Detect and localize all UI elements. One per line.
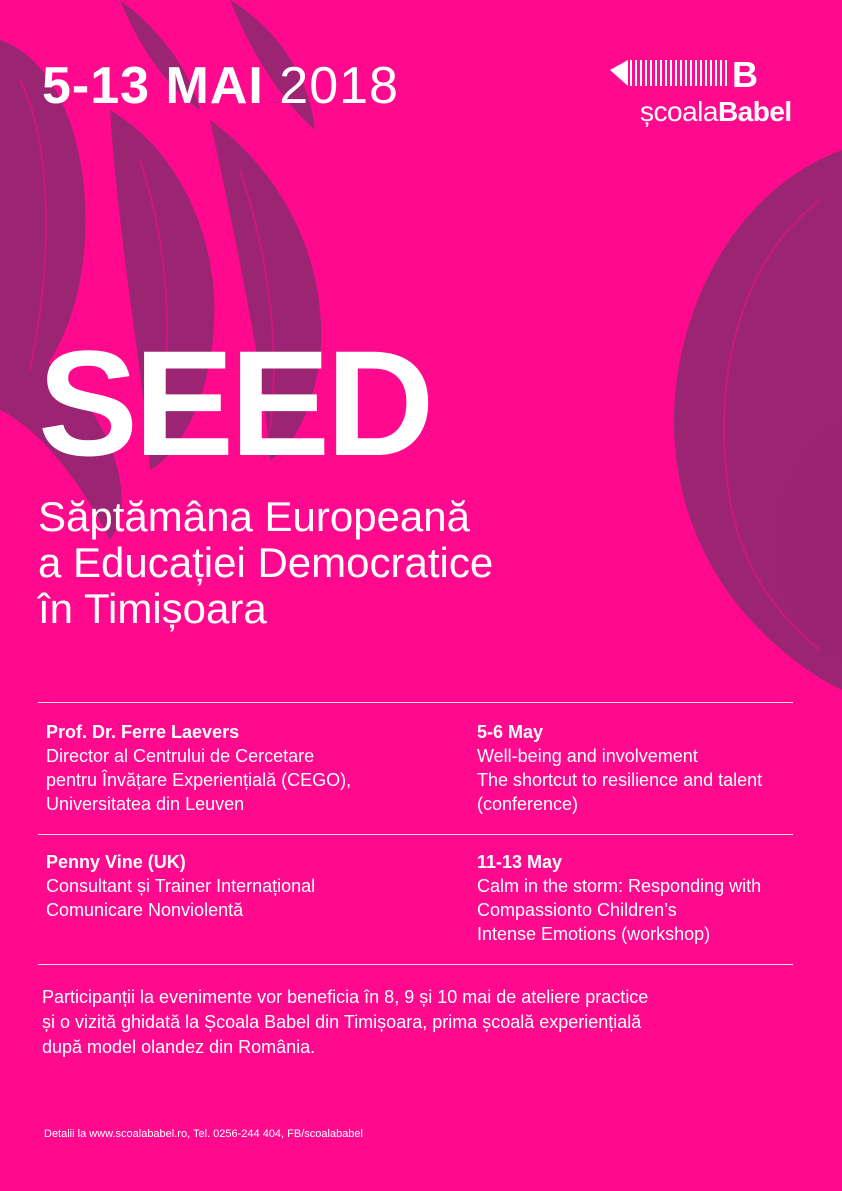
session-detail: Well-being and involvement — [477, 746, 698, 766]
divider — [38, 834, 793, 835]
session-detail: Calm in the storm: Responding with — [477, 876, 762, 896]
divider — [38, 964, 793, 965]
note-line: Participanții la evenimente vor beneficia în 8, 9 și 10 mai de ateliere practice — [42, 987, 649, 1007]
speaker-name: Prof. Dr. Ferre Laevers — [46, 722, 240, 742]
divider — [38, 702, 793, 703]
subtitle-line: în Timișoara — [38, 585, 267, 632]
speaker-name: Penny Vine (UK) — [46, 852, 186, 872]
subtitle-line: a Educației Democratice — [38, 539, 494, 586]
session-date: 11-13 May — [477, 852, 563, 872]
session-detail: The shortcut to resilience and talent — [477, 770, 763, 790]
speaker-detail: Universitatea din Leuven — [46, 794, 245, 814]
speaker-detail: Consultant și Trainer Internațional — [46, 876, 316, 896]
event-acronym: SEED — [38, 319, 431, 487]
session-block-1 — [477, 720, 762, 816]
logo-monogram: B — [732, 54, 758, 95]
note-line: și o vizită ghidată la Școala Babel din Timișoara, prima școală experiențială — [42, 1012, 642, 1032]
session-block-2 — [477, 850, 761, 946]
logo-wordmark — [640, 96, 792, 128]
note-line: după model olandez din România. — [42, 1037, 316, 1057]
logo-wordmark-bold: Babel — [717, 96, 792, 127]
event-dates — [42, 57, 399, 115]
speaker-block-1 — [46, 720, 351, 816]
speaker-block-2 — [46, 850, 315, 922]
contact-footer: Detalii la www.scoalababel.ro, Tel. 0256-244 404, FB/scoalababel — [44, 1128, 363, 1140]
speaker-detail: Comunicare Nonviolentă — [46, 900, 244, 920]
participants-note — [42, 985, 762, 1060]
event-subtitle — [38, 494, 638, 632]
session-detail: (conference) — [477, 794, 579, 814]
logo-wordmark-light: școala — [640, 96, 718, 127]
session-detail: Compassionto Children’s — [477, 900, 677, 920]
speaker-detail: Director al Centrului de Cercetare — [46, 746, 315, 766]
event-dates-range: 5-13 MAI — [42, 57, 264, 115]
session-date: 5-6 May — [477, 722, 544, 742]
session-detail: Intense Emotions (workshop) — [477, 924, 711, 944]
subtitle-line: Săptămâna Europeană — [38, 493, 470, 540]
event-dates-year: 2018 — [279, 57, 399, 115]
speaker-detail: pentru Învățare Experiențială (CEGO), — [46, 770, 352, 790]
